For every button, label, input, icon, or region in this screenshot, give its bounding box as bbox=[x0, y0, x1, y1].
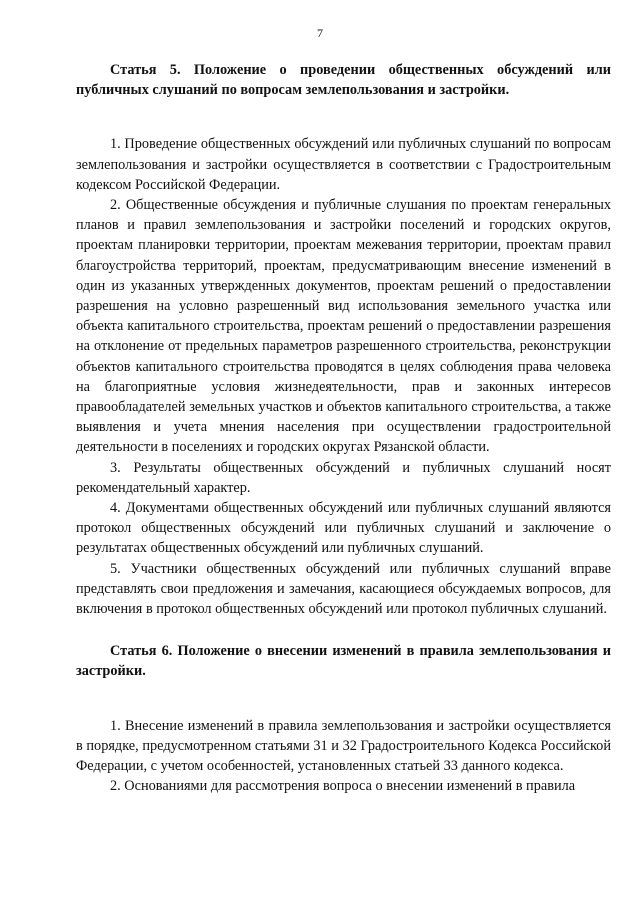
spacer bbox=[76, 619, 611, 637]
article-5-paragraph-3: 3. Результаты общественных обсуждений и публичных слушаний носят рекомендательный характер. bbox=[76, 459, 611, 496]
article-6-paragraph-2: 2. Основаниями для рассмотрения вопроса о внесении изменений в правила bbox=[110, 778, 576, 795]
spacer bbox=[76, 698, 611, 716]
page-number: 7 bbox=[317, 26, 323, 40]
article-5-paragraph-2: 2. Общественные обсуждения и публичные слушания по проектам генеральных планов и правил землепользования и застройки поселений и городских округов, проектам планировки территории, проектам межевания территории, проектам правил благоустройства территорий, проектам, предусматривающим внесение изменений в один из указанных утвержденных документов, проектам решений о предоставлении разрешения на условно разрешенный вид использования земельного участка или объекта капитального строительства, проектам решений о предоставлении разрешения на отклонение от предельных параметров разрешенного строительства, реконструкции объектов капитального строительства проводятся в целях соблюдения права человека на благоприятные условия жизнедеятельности, прав и законных интересов правообладателей земельных участков и объектов капитального строительства, а также выявления и учета мнения населения при осуществлении градостроительной деятельности в поселениях и городских округах Рязанской области. bbox=[76, 197, 611, 456]
article-6-paragraph-1: 1. Внесение изменений в правила землепользования и застройки осуществляется в порядке, предусмотренном статьями 31 и 32 Градостроительного Кодекса Российской Федерации, с учетом особенностей, установленных статьей 33 данного кодекса. bbox=[76, 717, 611, 775]
document-body bbox=[76, 60, 611, 797]
article-5-heading: Статья 5. Положение о проведении общественных обсуждений или публичных слушаний по вопросам землепользования и застройки. bbox=[76, 62, 611, 99]
article-6-heading: Статья 6. Положение о внесении изменений в правила землепользования и застройки. bbox=[76, 643, 611, 680]
article-5-paragraph-4: 4. Документами общественных обсуждений или публичных слушаний являются протокол общественных обсуждений или публичных слушаний и заключение о результатах общественных обсуждений или публичных слушаний. bbox=[76, 500, 611, 557]
spacer bbox=[76, 116, 611, 134]
article-5-paragraph-5: 5. Участники общественных обсуждений или публичных слушаний вправе представлять свои предложения и замечания, касающиеся обсуждаемых вопросов, для включения в протокол общественных обсуждений или протокол публичных слушаний. bbox=[76, 560, 611, 618]
article-5-paragraph-1: 1. Проведение общественных обсуждений или публичных слушаний по вопросам землепользования и застройки осуществляется в соответствии с Градостроительным кодексом Российской Федерации. bbox=[76, 136, 611, 193]
